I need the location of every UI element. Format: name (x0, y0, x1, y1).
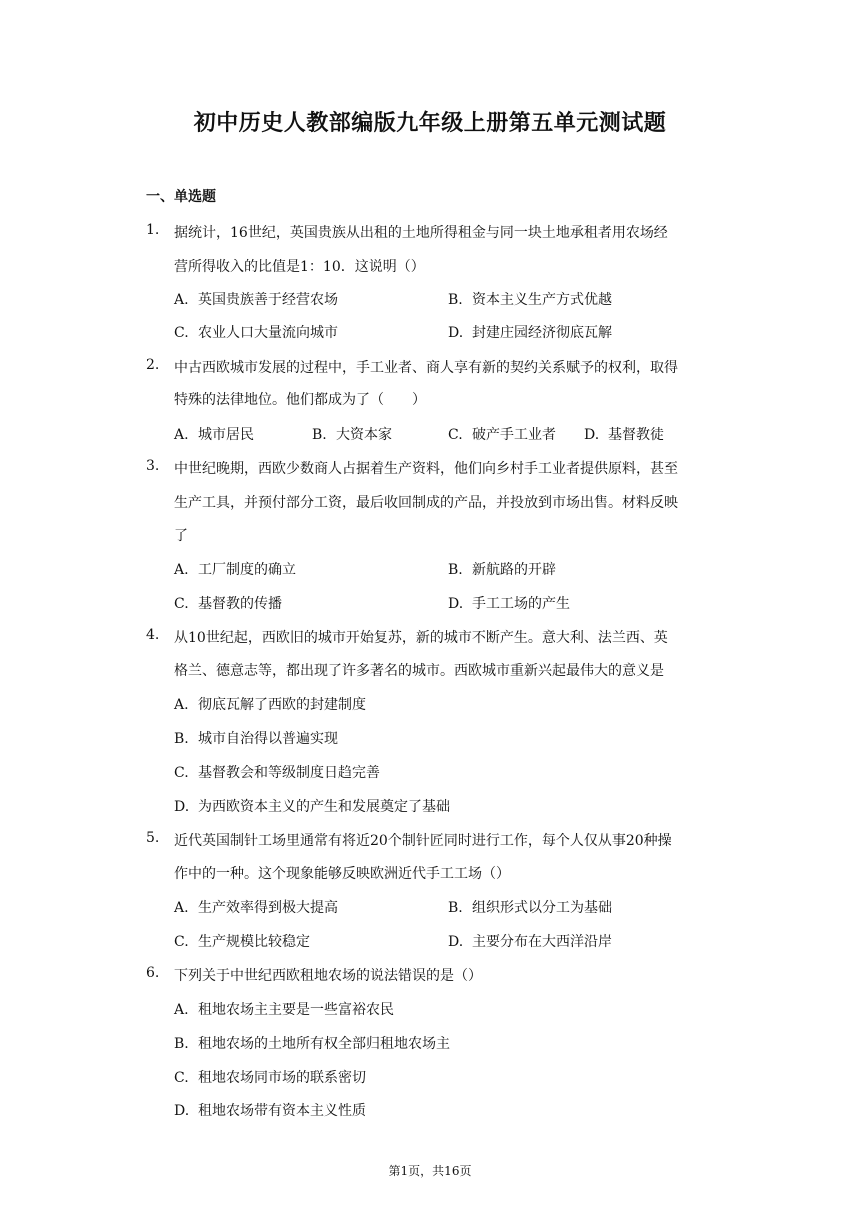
option-text: 城市自治得以普遍实现 (198, 731, 338, 747)
question-text-line: 近代英国制针工场里通常有将近20个制针匠同时进行工作，每个人仅从事20种操 (174, 833, 672, 849)
option-c[interactable] (448, 424, 556, 444)
option-text: 基督教徒 (608, 427, 664, 443)
question-text-line: 从10世纪起，西欧旧的城市开始复苏，新的城市不断产生。意大利、法兰西、英 (174, 630, 668, 646)
option-text: 租地农场同市场的联系密切 (198, 1070, 366, 1086)
option-text: 资本主义生产方式优越 (472, 292, 612, 308)
option-a[interactable] (174, 289, 338, 309)
question-text-line: 营所得收入的比值是1：10．这说明（） (174, 259, 425, 275)
option-letter: C. (174, 325, 189, 341)
question-number: 6. (146, 965, 160, 981)
option-d[interactable] (174, 1100, 366, 1120)
option-text: 基督教的传播 (198, 596, 282, 612)
option-text: 租地农场主主要是一些富裕农民 (198, 1002, 394, 1018)
option-letter: D. (174, 799, 190, 815)
option-text: 租地农场的土地所有权全部归租地农场主 (198, 1036, 450, 1052)
option-c[interactable] (174, 931, 310, 951)
question-number: 5. (146, 830, 160, 846)
option-text: 大资本家 (336, 427, 392, 443)
option-text: 新航路的开辟 (472, 562, 556, 578)
option-text: 破产手工业者 (472, 427, 556, 443)
option-b[interactable] (448, 559, 556, 579)
question-text-line: 作中的一种。这个现象能够反映欧洲近代手工工场（） (174, 866, 510, 882)
option-text: 农业人口大量流向城市 (198, 325, 338, 341)
question-number: 4. (146, 627, 160, 643)
option-letter: C. (174, 1070, 189, 1086)
option-letter: D. (448, 325, 464, 341)
option-letter: B. (174, 1036, 189, 1052)
option-a[interactable] (174, 999, 394, 1019)
page-title: 初中历史人教部编版九年级上册第五单元测试题 (193, 111, 667, 136)
option-a[interactable] (174, 559, 296, 579)
question-number: 1. (146, 222, 160, 238)
option-text: 主要分布在大西洋沿岸 (472, 934, 612, 950)
option-text: 生产规模比较稳定 (198, 934, 310, 950)
option-letter: A. (174, 697, 189, 713)
question-number: 3. (146, 458, 160, 474)
option-b[interactable] (174, 1033, 450, 1053)
option-letter: A. (174, 427, 189, 443)
option-letter: B. (174, 731, 189, 747)
question-text-line: 了 (174, 528, 188, 544)
question-text-line: 特殊的法律地位。他们都成为了（ ） (174, 392, 426, 408)
option-letter: B. (448, 900, 463, 916)
option-a[interactable] (174, 897, 338, 917)
question-text-line: 下列关于中世纪西欧租地农场的说法错误的是（） (174, 968, 482, 984)
option-letter: D. (448, 596, 464, 612)
option-text: 生产效率得到极大提高 (198, 900, 338, 916)
option-text: 基督教会和等级制度日趋完善 (198, 765, 380, 781)
option-text: 英国贵族善于经营农场 (198, 292, 338, 308)
page-footer: 第1页，共16页 (388, 1164, 472, 1178)
option-a[interactable] (174, 694, 366, 714)
option-text: 彻底瓦解了西欧的封建制度 (198, 697, 366, 713)
option-letter: C. (174, 765, 189, 781)
question-text-line: 据统计，16世纪，英国贵族从出租的土地所得租金与同一块土地承租者用农场经 (174, 225, 668, 241)
option-text: 工厂制度的确立 (198, 562, 296, 578)
option-letter: B. (448, 562, 463, 578)
option-d[interactable] (174, 796, 450, 816)
option-b[interactable] (448, 289, 612, 309)
option-d[interactable] (584, 424, 664, 444)
question-text-line: 生产工具，并预付部分工资，最后收回制成的产品，并投放到市场出售。材料反映 (174, 495, 678, 511)
option-letter: C. (174, 934, 189, 950)
option-text: 租地农场带有资本主义性质 (198, 1103, 366, 1119)
option-d[interactable] (448, 322, 612, 342)
option-text: 组织形式以分工为基础 (472, 900, 612, 916)
question-text-line: 格兰、德意志等，都出现了许多著名的城市。西欧城市重新兴起最伟大的意义是 (174, 663, 664, 679)
option-text: 为西欧资本主义的产生和发展奠定了基础 (198, 799, 450, 815)
option-b[interactable] (448, 897, 612, 917)
option-letter: D. (448, 934, 464, 950)
option-c[interactable] (174, 1067, 366, 1087)
option-c[interactable] (174, 322, 338, 342)
option-c[interactable] (174, 593, 282, 613)
option-letter: B. (312, 427, 327, 443)
option-b[interactable] (174, 728, 338, 748)
option-c[interactable] (174, 762, 380, 782)
option-text: 城市居民 (198, 427, 254, 443)
option-letter: A. (174, 900, 189, 916)
option-letter: A. (174, 562, 189, 578)
option-letter: A. (174, 1002, 189, 1018)
option-letter: C. (174, 596, 189, 612)
question-number: 2. (146, 357, 160, 373)
option-letter: D. (584, 427, 600, 443)
option-letter: C. (448, 427, 463, 443)
option-d[interactable] (448, 931, 612, 951)
section-heading: 一、单选题 (146, 189, 216, 205)
option-a[interactable] (174, 424, 254, 444)
question-text-line: 中古西欧城市发展的过程中，手工业者、商人享有新的契约关系赋予的权利，取得 (174, 360, 678, 376)
option-letter: B. (448, 292, 463, 308)
question-text-line: 中世纪晚期，西欧少数商人占据着生产资料，他们向乡村手工业者提供原料，甚至 (174, 461, 678, 477)
option-text: 封建庄园经济彻底瓦解 (472, 325, 612, 341)
option-d[interactable] (448, 593, 570, 613)
option-b[interactable] (312, 424, 392, 444)
option-letter: A. (174, 292, 189, 308)
option-letter: D. (174, 1103, 190, 1119)
option-text: 手工工场的产生 (472, 596, 570, 612)
